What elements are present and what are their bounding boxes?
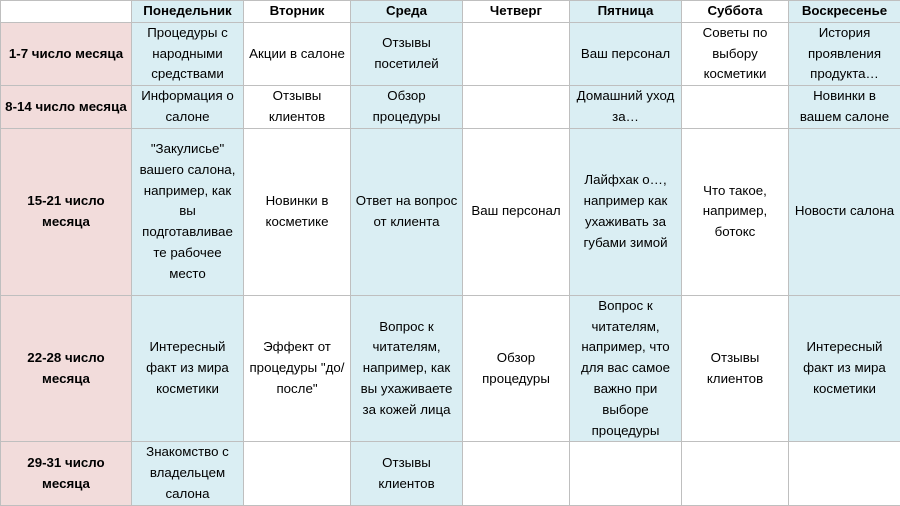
table-cell: Ответ на вопрос от клиента — [351, 128, 463, 295]
table-cell: Что такое, например, ботокс — [682, 128, 789, 295]
table-cell: Эффект от процедуры "до/после" — [244, 295, 351, 442]
day-header-wednesday: Среда — [351, 1, 463, 23]
day-header-tuesday: Вторник — [244, 1, 351, 23]
table-cell — [244, 442, 351, 505]
table-row — [1, 295, 900, 442]
corner-cell — [1, 1, 132, 23]
table-row — [1, 22, 900, 85]
row-header-period: 8-14 число месяца — [1, 86, 132, 129]
row-header-period: 29-31 число месяца — [1, 442, 132, 505]
table-cell: Вопрос к читателям, например, что для вас самое важно при выборе процедуры — [570, 295, 682, 442]
table-cell: Обзор процедуры — [463, 295, 570, 442]
table-cell — [789, 442, 900, 505]
table-cell — [463, 22, 570, 85]
table-cell: Информация о салоне — [132, 86, 244, 129]
table-cell — [463, 442, 570, 505]
table-cell: Ваш персонал — [463, 128, 570, 295]
table-row — [1, 128, 900, 295]
table-cell: Отзывы клиентов — [682, 295, 789, 442]
day-header-sunday: Воскресенье — [789, 1, 900, 23]
table-cell — [682, 86, 789, 129]
table-row — [1, 442, 900, 505]
table-cell: Отзывы посетилей — [351, 22, 463, 85]
table-cell — [463, 86, 570, 129]
table-cell: Домашний уход за… — [570, 86, 682, 129]
row-header-period: 22-28 число месяца — [1, 295, 132, 442]
table-row — [1, 86, 900, 129]
table-cell: Интересный факт из мира косметики — [789, 295, 900, 442]
table-cell: Лайфхак о…, например как ухаживать за губами зимой — [570, 128, 682, 295]
table-cell: Ваш персонал — [570, 22, 682, 85]
table-cell: Советы по выбору косметики — [682, 22, 789, 85]
table-cell — [682, 442, 789, 505]
header-row — [1, 1, 900, 23]
table-cell: Знакомство с владельцем салона — [132, 442, 244, 505]
table-cell: Новинки в косметике — [244, 128, 351, 295]
table-cell: История проявления продукта… — [789, 22, 900, 85]
day-header-monday: Понедельник — [132, 1, 244, 23]
table-cell: Обзор процедуры — [351, 86, 463, 129]
table-cell: Вопрос к читателям, например, как вы ухаживаете за кожей лица — [351, 295, 463, 442]
table-cell: Акции в салоне — [244, 22, 351, 85]
table-cell: "Закулисье" вашего салона, например, как вы подготавливае те рабочее место — [132, 128, 244, 295]
row-header-period: 1-7 число месяца — [1, 22, 132, 85]
day-header-friday: Пятница — [570, 1, 682, 23]
table-cell: Отзывы клиентов — [244, 86, 351, 129]
table-cell: Интересный факт из мира косметики — [132, 295, 244, 442]
table-cell: Новинки в вашем салоне — [789, 86, 900, 129]
table-cell: Отзывы клиентов — [351, 442, 463, 505]
table-cell: Процедуры с народными средствами — [132, 22, 244, 85]
table-cell — [570, 442, 682, 505]
day-header-thursday: Четверг — [463, 1, 570, 23]
row-header-period: 15-21 число месяца — [1, 128, 132, 295]
day-header-saturday: Суббота — [682, 1, 789, 23]
table-cell: Новости салона — [789, 128, 900, 295]
